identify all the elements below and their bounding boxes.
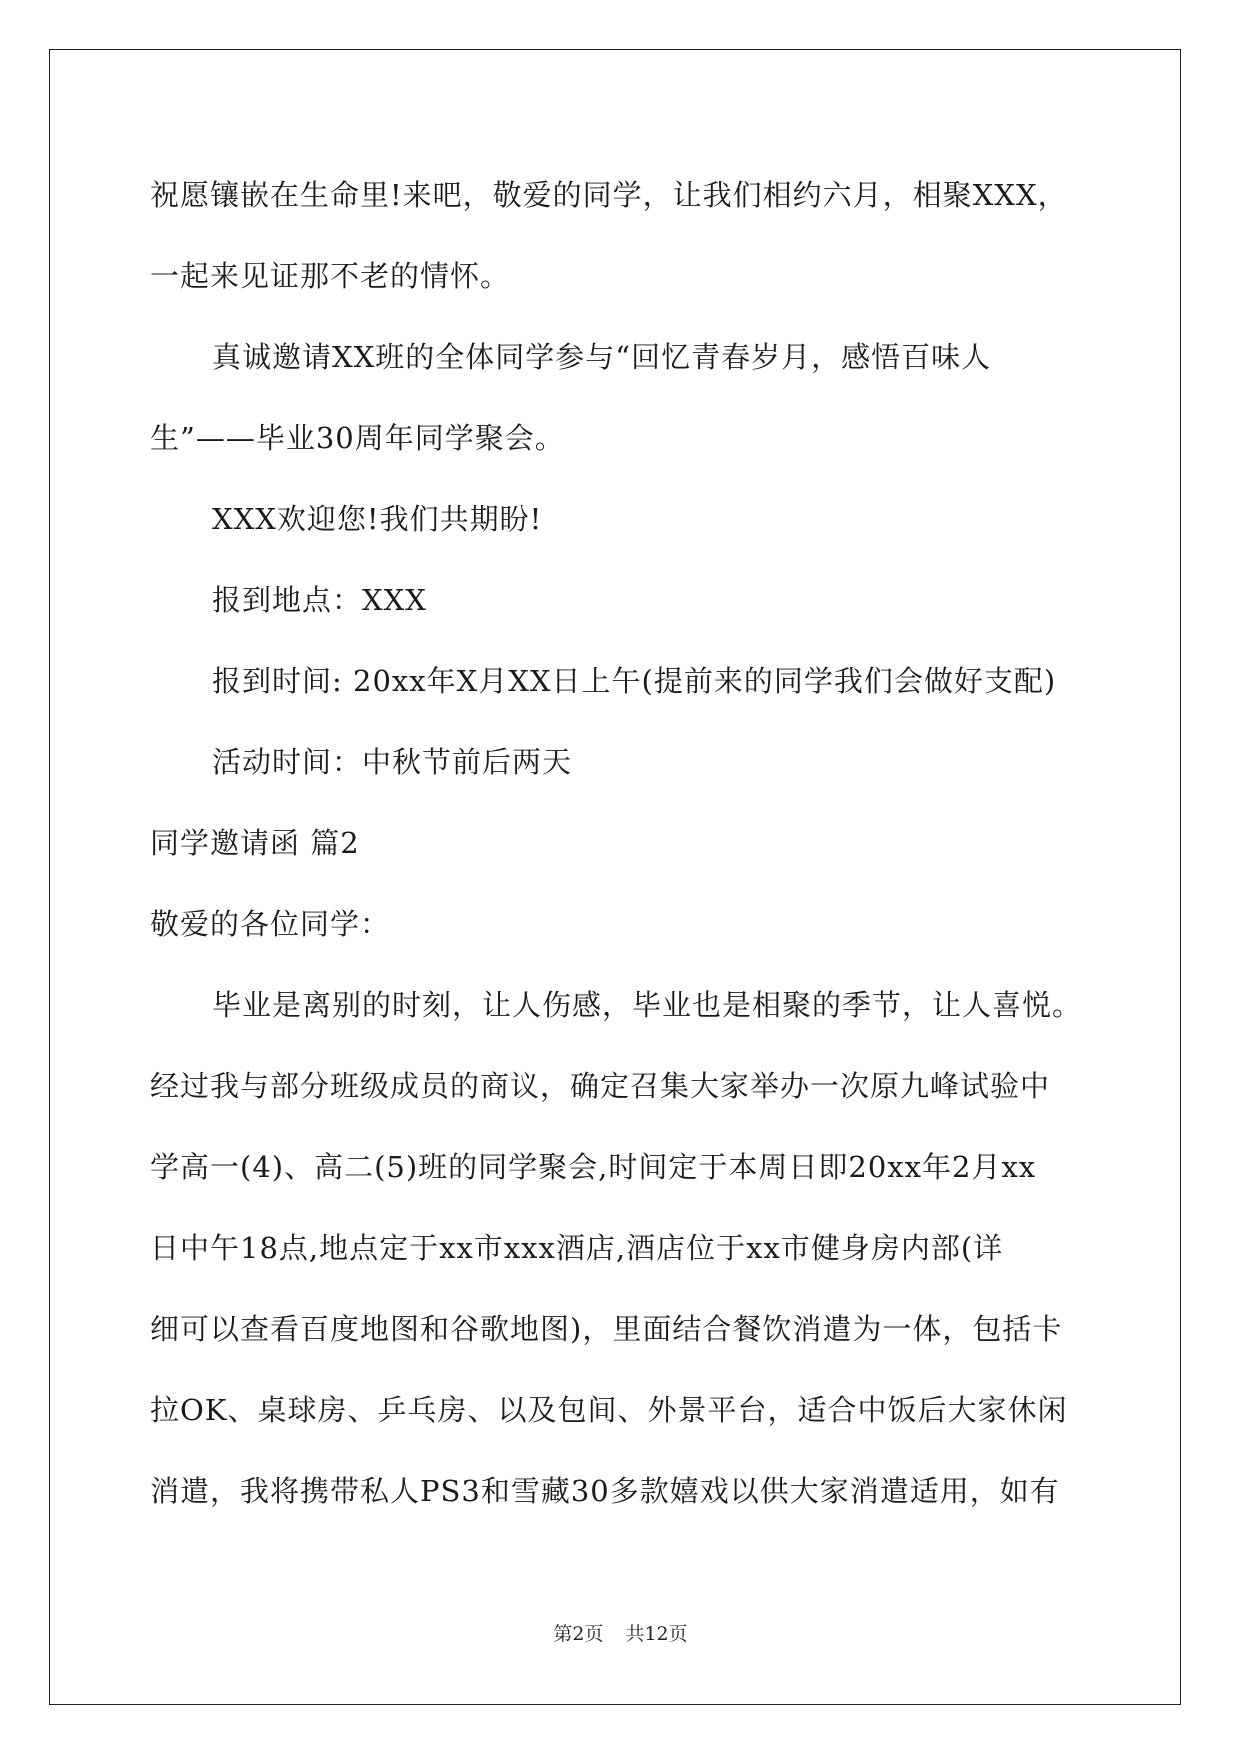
text-line: 祝愿镶嵌在生命里!来吧，敬爱的同学，让我们相约六月，相聚XXX， — [150, 178, 1068, 212]
text-line: XXX欢迎您!我们共期盼! — [212, 502, 543, 536]
text-line: 学高一(4)、高二(5)班的同学聚会,时间定于本周日即20xx年2月xx — [150, 1150, 1037, 1184]
text-line: 活动时间：中秋节前后两天 — [212, 745, 573, 779]
text-line: 毕业是离别的时刻，让人伤感，毕业也是相聚的季节，让人喜悦。 — [212, 988, 1083, 1022]
text-line: 细可以查看百度地图和谷歌地图)，里面结合餐饮消遣为一体，包括卡 — [150, 1312, 1063, 1346]
salutation: 敬爱的各位同学： — [150, 907, 391, 941]
text-line: 经过我与部分班级成员的商议，确定召集大家举办一次原九峰试验中 — [150, 1069, 1051, 1103]
page-footer — [0, 1622, 1241, 1646]
text-line: 生”——毕业30周年同学聚会。 — [150, 421, 565, 455]
section-heading: 同学邀请函 篇2 — [150, 826, 360, 860]
text-line: 报到时间: 20xx年X月XX日上午(提前来的同学我们会做好支配) — [212, 664, 1057, 698]
text-line: 一起来见证那不老的情怀。 — [150, 259, 511, 293]
page-number: 第2页 — [553, 1623, 604, 1645]
text-line: 消遣，我将携带私人PS3和雪藏30多款嬉戏以供大家消遣适用，如有 — [150, 1474, 1060, 1508]
text-line: 报到地点：XXX — [212, 583, 427, 617]
text-line: 日中午18点,地点定于xx市xxx酒店,酒店位于xx市健身房内部(详 — [150, 1231, 1004, 1265]
page-total: 共12页 — [625, 1623, 688, 1645]
document-body — [150, 155, 1090, 1532]
text-line: 真诚邀请XX班的全体同学参与“回忆青春岁月，感悟百味人 — [212, 340, 992, 374]
text-line: 拉OK、桌球房、乒乓房、以及包间、外景平台，适合中饭后大家休闲 — [150, 1393, 1068, 1427]
